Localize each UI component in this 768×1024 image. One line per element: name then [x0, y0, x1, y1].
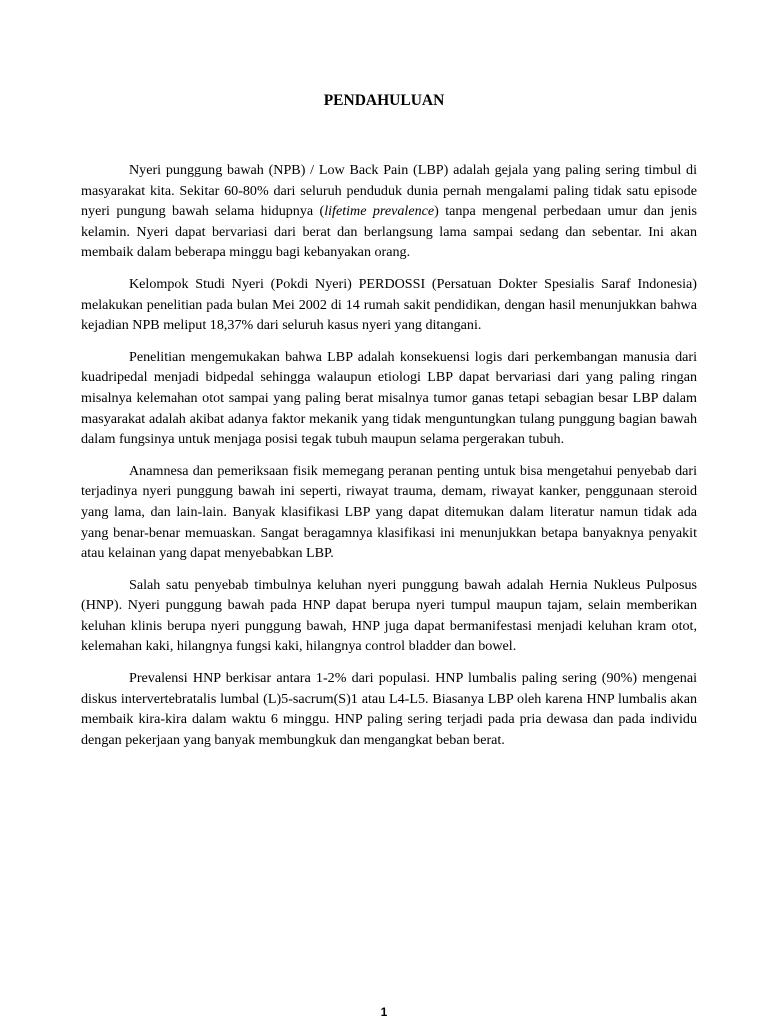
paragraph-1-italic-term: lifetime prevalence — [324, 203, 435, 220]
paragraph-4: Anamnesa dan pemeriksaan fisik memegang peranan penting untuk bisa mengetahui penyebab dari terjadinya nyeri punggung bawah ini seperti, riwayat trauma, demam, riwayat kanker, penggunaan steroid yang lama, dan lain-lain. Banyak klasifikasi LBP yang dapat ditemukan dalam literatur namun tidak ada yang benar-benar memuaskan. Sangat beragamnya klasifikasi ini menunjukkan betapa banyaknya penyakit atau kelainan yang dapat menyebabkan LBP. — [81, 462, 697, 562]
paragraph-3: Penelitian mengemukakan bahwa LBP adalah konsekuensi logis dari perkembangan manusia dari kuadripedal menjadi bidpedal sehingga walaupun etiologi LBP dapat bervariasi dari yang paling ringan misalnya kelemahan otot sampai yang paling berat misalnya tumor ganas tetapi sebagian besar LBP dalam masyarakat adalah akibat adanya faktor mekanik yang tidak menguntungkan tulang punggung bagian bawah dalam fungsinya untuk menjaga posisi tegak tubuh maupun selama pergerakan tubuh. — [81, 348, 697, 448]
body-text — [81, 160, 697, 761]
paragraph-1-text-start: Nyeri punggung bawah (NPB) / Low Back Pain (LBP) adalah gejala yang paling sering timbul di masyarakat kita. Sekitar 60-80% dari seluruh penduduk dunia pernah mengalami paling tidak satu episode nyeri pungung bawah selama hidupnya ( — [81, 162, 697, 220]
page-title: PENDAHULUAN — [323, 92, 445, 109]
page-number: 1 — [380, 1005, 388, 1019]
paragraph-1-text-end: ) tanpa mengenal perbedaan umur dan jenis kelamin. Nyeri dapat bervariasi dari berat dan berlangsung lama sampai sedang dan sebentar. Ini akan membaik dalam beberapa minggu bagi kebanyakan orang. — [81, 203, 697, 261]
paragraph-1 — [81, 160, 697, 263]
paragraph-2: Kelompok Studi Nyeri (Pokdi Nyeri) PERDOSSI (Persatuan Dokter Spesialis Saraf Indonesia) melakukan penelitian pada bulan Mei 2002 di 14 rumah sakit pendidikan, dengan hasil menunjukkan bahwa kejadian NPB meliput 18,37% dari seluruh kasus nyeri yang ditangani. — [81, 275, 697, 334]
paragraph-6: Prevalensi HNP berkisar antara 1-2% dari populasi. HNP lumbalis paling sering (90%) mengenai diskus intervertebratalis lumbal (L)5-sacrum(S)1 atau L4-L5. Biasanya LBP oleh karena HNP lumbalis akan membaik kira-kira dalam waktu 6 minggu. HNP paling sering terjadi pada pria dewasa dan pada individu dengan pekerjaan yang banyak membungkuk dan mengangkat beban berat. — [81, 670, 697, 748]
paragraph-5: Salah satu penyebab timbulnya keluhan nyeri punggung bawah adalah Hernia Nukleus Pulposus (HNP). Nyeri punggung bawah pada HNP dapat berupa nyeri tumpul maupun tajam, selain memberikan keluhan klinis berupa nyeri punggung bawah, HNP juga dapat bermanifestasi menjadi keluhan kram otot, kelemahan kaki, hilangnya fungsi kaki, hilangnya control bladder dan bowel. — [81, 576, 697, 655]
